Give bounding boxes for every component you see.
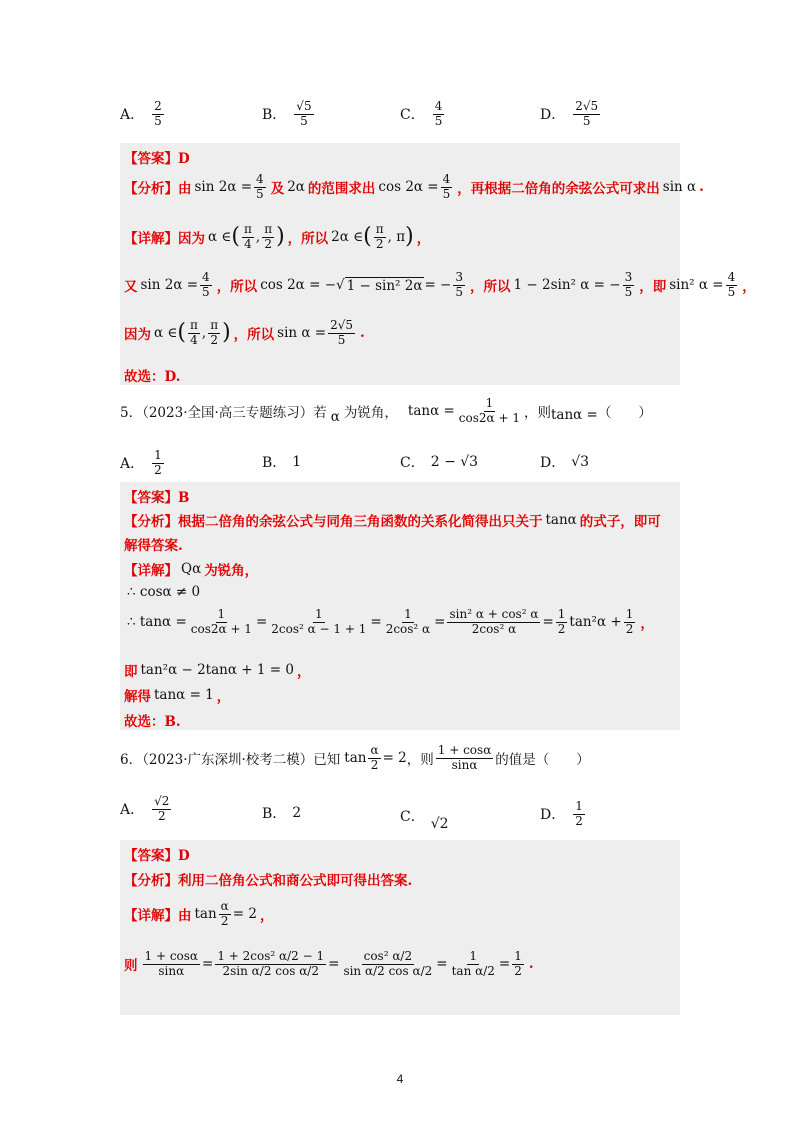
denominator: 5 [256,186,264,201]
q6-option-c [400,806,449,832]
option-label: C． [400,809,425,825]
stem-text: 6．（2023·广东深圳·校考二模）已知 [120,752,341,769]
math: ∴ cosα ≠ 0 [127,584,201,600]
numerator: 4 [434,99,443,113]
detail-text: ，所以 [216,279,258,296]
math: sin α = $\frac{2√5}{5}$ [277,318,354,347]
option-fraction [294,100,313,129]
option-value: 2 − √3 [430,454,479,470]
option-value: √2 [430,816,449,832]
q5-option-b [262,452,301,472]
option-label: D． [540,455,566,471]
option-label: C． [400,107,425,124]
option-fraction [573,800,585,829]
denominator: cos2α + 1 [458,410,520,425]
stem-text: ，则 [523,405,551,422]
analysis-text: 及 [270,181,285,198]
q4-answer-block [120,143,756,385]
stem-text: ，则 [406,752,434,769]
option-value: 1 [292,454,302,470]
fraction [254,173,266,202]
q6-option-a [120,795,173,824]
detail-text: 则 [124,958,138,975]
numerator: 1 [575,799,583,813]
numerator: 2√5 [575,99,599,113]
detail-text: ，即 [639,279,667,296]
q6-answer-block [120,840,680,1015]
denominator: 5 [442,186,451,201]
option-fraction: $\frac{1}{2}$ [154,448,162,477]
option-value: √3 [571,454,590,470]
option-fraction [433,100,445,129]
numerator: √5 [296,99,312,113]
q5-option-d [540,452,589,472]
numerator: 4 [256,172,264,186]
fraction: $\frac{1 + \cos\alpha}{\sin\alpha}$ [437,743,492,772]
detail-text: 为锐角， [204,563,259,579]
math: = 2 [382,750,407,767]
math [378,173,454,202]
q6-detail-1: 【详解】由 tan $\frac{\alpha}{2}$ = 2 ， [124,899,274,928]
option-label: B． [262,455,287,471]
stem-text: 5．（2023·全国·高三专题练习）若 [120,405,327,422]
option-label: A． [120,802,145,819]
option-value: 2 [292,805,302,821]
option-label: A． [120,456,145,473]
analysis-text: 【分析】由 [124,181,192,198]
analysis-text: . [699,179,704,196]
math: Qα [181,561,202,577]
math: $\frac{1 + \cos\alpha}{\sin\alpha}$ = $\frac{\text{1 + 2cos² α/2 − 1}}{\text{2sin α/2 cos α/2}}$ = $\frac{\text{cos² α/2}}{\text{sin α/2 cos α/2}}$ = $\frac{1}{\text{tan α/2}}$ = $\frac{1}{2}$ [144,949,522,978]
analysis-text: 的范围求出 [307,181,376,198]
option-label: D． [540,807,566,824]
math: sin 2α = $\frac{4}{5}$ [140,270,210,299]
option-fraction [573,100,600,129]
math: α ∈ ( $\frac{\pi}{4}$ , $\frac{\pi}{2}$ ) [208,222,285,251]
q4-detail-3: 因为 α ∈ ( $\frac{\pi}{4}$ , $\frac{\pi}{2}$ ) ，所以 sin α = $\frac{2√5}{5}$ . [124,318,365,347]
q5-analysis [124,510,661,530]
fraction: $\frac{\pi}{2}$ [264,222,273,251]
analysis-text: 【分析】根据二倍角的余弦公式与同角三角函数的关系化简得出只关于 [124,514,543,530]
math: tanα = [407,403,455,420]
option-label: B． [262,107,287,124]
fraction: $\frac{\alpha}{2}$ [370,743,379,772]
fraction: $\frac{\pi}{2}$ [375,222,384,251]
math: 2α ∈ ( $\frac{\pi}{2}$ , π ) [331,222,414,251]
math: tanα = 1 [154,687,214,703]
detail-text: 即 [124,664,138,680]
q6-option-b [262,803,301,823]
math: sin² α = $\frac{4}{5}$ [669,270,736,299]
q6-analysis: 【分析】利用二倍角公式和商公式即可得出答案. [124,873,413,889]
q6-answer: 【答案】D [124,848,190,864]
denominator: 5 [300,113,308,128]
fraction [441,173,453,202]
option-label: A． [120,107,145,124]
math: tan²α − 2tanα + 1 = 0 [140,662,294,678]
math: α ∈ ( $\frac{\pi}{4}$ , $\frac{\pi}{2}$ ) [154,318,231,347]
detail-text: 【详解】因为 [124,231,205,248]
denominator: 2 [575,813,583,828]
analysis-text: ，再根据二倍角的余弦公式可求出 [457,181,660,198]
q5-analysis-cont: 解得答案. [124,538,183,554]
q6-detail-2: 则 $\frac{1 + \cos\alpha}{\sin\alpha}$ = $\frac{\text{1 + 2cos² α/2 − 1}}{\text{2sin α/2 cos α/2}}$ = $\frac{\text{cos² α/2}}{\text{sin α/2 cos α/2}}$ = $\frac{1}{\text{tan α/2}}$ = $\frac{1}{2}$ . [124,949,534,978]
math: sin α [662,179,697,196]
denominator: 5 [434,113,443,128]
detail-text: 解得 [124,689,151,705]
detail-text: ，所以 [470,279,511,296]
math: tan $\frac{\alpha}{2}$ = 2 [194,899,257,928]
stem-text: 为锐角， [343,405,398,422]
numerator: 4 [442,172,451,186]
math: α [330,409,340,426]
math: tanα = [550,407,598,424]
q4-analysis [124,173,704,202]
math: 2α [287,179,305,196]
detail-text: ，所以 [287,231,329,248]
stem-text: 的值是（ ） [495,752,590,769]
q4-option-a [120,100,166,129]
option-fraction [152,795,171,824]
detail-text: 因为 [124,327,151,344]
q6-stem [120,744,590,773]
q5-option-a [120,449,166,478]
q4-option-d [540,100,602,129]
denominator: 5 [154,113,162,128]
math-text: sin 2α = [194,179,253,196]
math: cos 2α = −√ 1 − sin² 2α = − $\frac{3}{5}$ [260,270,464,299]
q6-option-d [540,800,587,829]
q4-option-c [400,100,446,129]
page-number: 4 [396,1072,404,1086]
q5-detail-2 [124,584,203,600]
q4-detail-1: 【详解】因为 α ∈ ( $\frac{\pi}{4}$ , $\frac{\pi}{2}$ ) ，所以 2α ∈ ( $\frac{\pi}{2}$ , π ) ， [124,222,431,251]
denominator: 5 [582,113,591,128]
q5-option-c [400,452,478,472]
q4-detail-2: 又 sin 2α = $\frac{4}{5}$ ，所以 cos 2α = −√ 1 − sin² 2α = − $\frac{3}{5}$ ，所以 1 − 2sin² α = − $\frac{3}{5}$ ，即 sin² α = $\frac{4}{5}$ ， [124,270,756,299]
fraction [457,397,522,426]
option-label: D． [540,107,566,124]
detail-text: 【详解】 [124,563,178,579]
numerator: √2 [154,794,170,808]
math: tanα [545,512,577,528]
numerator: 2 [154,99,162,113]
numerator: 1 [485,396,494,410]
denominator: 2 [157,808,166,823]
q5-detail-5: 解得 tanα = 1 ， [124,687,231,705]
stem-text: （ ） [597,405,652,422]
detail-text: ，所以 [233,327,275,344]
q4-option-b [262,100,316,129]
math [195,173,268,202]
q4-choose: 故选：D. [124,369,181,385]
math: tan [344,750,367,767]
q5-answer-block [120,482,680,730]
detail-text: 【详解】由 [124,908,192,925]
analysis-text: 的式子，即可 [579,514,661,530]
q5-choose: 故选：B. [124,714,181,730]
option-label: B． [262,806,287,822]
q5-answer: 【答案】B [124,490,190,506]
option-fraction [152,100,164,129]
math: 1 − 2sin² α = − $\frac{3}{5}$ [513,270,633,299]
q5-stem [120,397,652,426]
q5-detail-1 [124,559,258,579]
math-text: cos 2α = [378,179,439,196]
fraction: $\frac{\pi}{4}$ [244,222,252,251]
math: ∴ tanα = $\frac{1}{\cos 2\alpha + 1}$ = $\frac{1}{\text{2cos² α − 1 + 1}}$ = $\frac{1}{\text{2cos² α}}$ = $\frac{\text{sin² α + cos² α}}{\text{2cos² α}}$ = $\frac{1}{2}$ tan²α + $\frac{1}{2}$ [127,607,634,636]
q5-detail-4: 即 tan²α − 2tanα + 1 = 0 ， [124,662,311,680]
q4-answer: 【答案】D [124,151,190,167]
option-label: C． [400,455,425,471]
q5-detail-3: ∴ tanα = $\frac{1}{\cos 2\alpha + 1}$ = $\frac{1}{\text{2cos² α − 1 + 1}}$ = $\frac{1}{\text{2cos² α}}$ = $\frac{\text{sin² α + cos² α}}{\text{2cos² α}}$ = $\frac{1}{2}$ tan²α + $\frac{1}{2}$ ， [127,607,654,636]
detail-text: 又 [124,279,138,296]
